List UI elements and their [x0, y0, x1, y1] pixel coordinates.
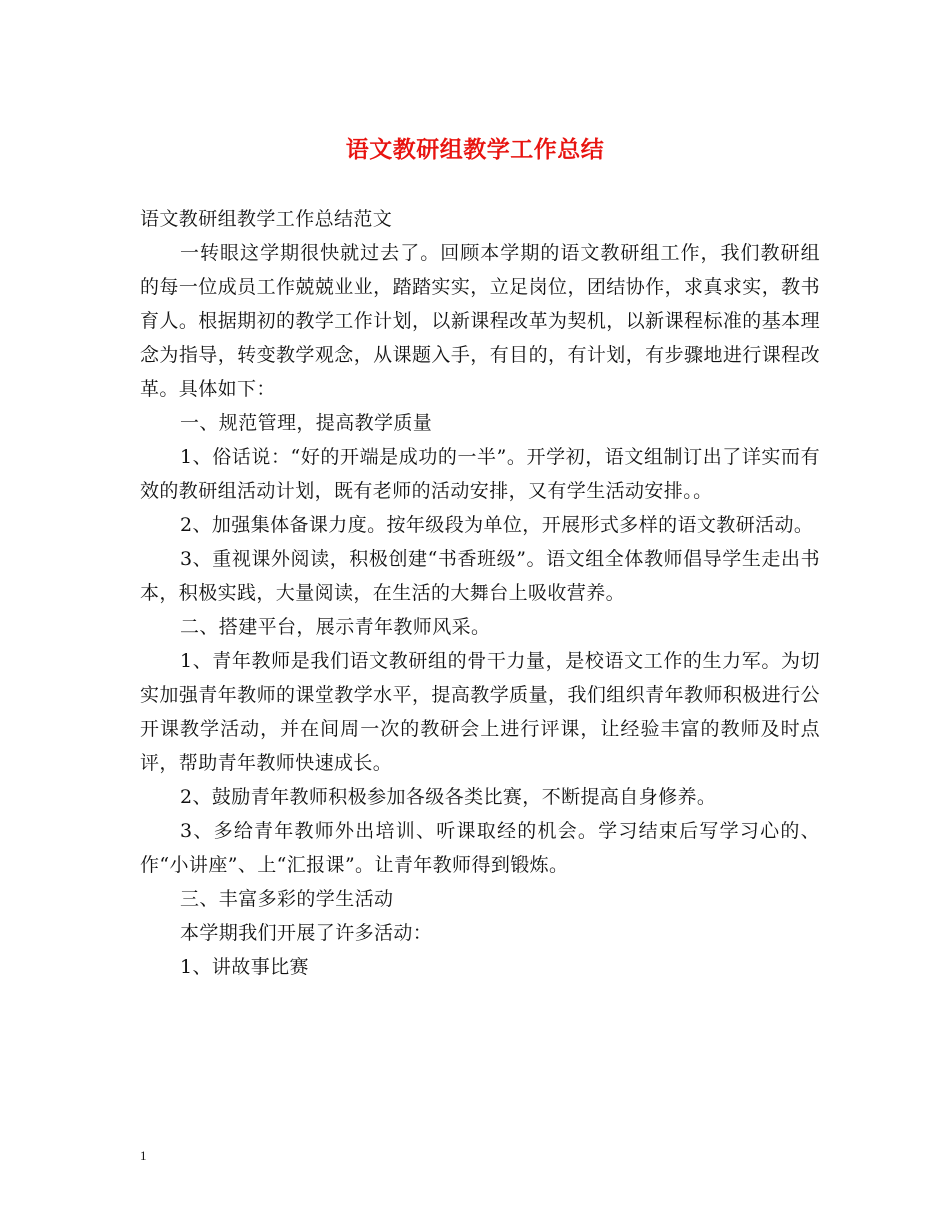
list-item-1-2: 2、加强集体备课力度。按年级段为单位，开展形式多样的语文教研活动。 [180, 514, 814, 536]
section-heading-1: 一、规范管理，提高教学质量 [180, 412, 433, 434]
document-title: 语文教研组教学工作总结 [345, 136, 605, 163]
document-body [140, 202, 820, 984]
subtitle-paragraph: 语文教研组教学工作总结范文 [140, 208, 393, 230]
list-item-1-3: 3、重视课外阅读，积极创建“书香班级”。语文组全体教师倡导学生走出书本，积极实践，大量阅读，在生活的大舞台上吸收营养。 [140, 548, 820, 604]
page-number: 1 [140, 1148, 147, 1163]
section-heading-3: 三、丰富多彩的学生活动 [180, 888, 394, 910]
list-item-1-1: 1、俗话说：“好的开端是成功的一半”。开学初，语文组制订出了详实而有效的教研组活动计划，既有老师的活动安排，又有学生活动安排。。 [140, 446, 820, 502]
intro-paragraph: 一转眼这学期很快就过去了。回顾本学期的语文教研组工作，我们教研组的每一位成员工作兢兢业业，踏踏实实，立足岗位，团结协作，求真求实，教书育人。根据期初的教学工作计划，以新课程改革为契机，以新课程标准的基本理念为指导，转变教学观念，从课题入手，有目的，有计划，有步骤地进行课程改革。具体如下： [140, 242, 820, 400]
activities-intro: 本学期我们开展了许多活动： [180, 922, 433, 944]
list-item-3-1: 1、讲故事比赛 [180, 956, 309, 978]
list-item-2-2: 2、鼓励青年教师积极参加各级各类比赛，不断提高自身修养。 [180, 786, 717, 808]
list-item-2-3: 3、多给青年教师外出培训、听课取经的机会。学习结束后写学习心的、作“小讲座”、上“汇报课”。让青年教师得到锻炼。 [140, 820, 820, 876]
section-heading-2: 二、搭建平台，展示青年教师风采。 [180, 616, 491, 638]
list-item-2-1: 1、青年教师是我们语文教研组的骨干力量，是校语文工作的生力军。为切实加强青年教师的课堂教学水平，提高教学质量，我们组织青年教师积极进行公开课教学活动，并在间周一次的教研会上进行评课，让经验丰富的教师及时点评，帮助青年教师快速成长。 [140, 650, 820, 774]
